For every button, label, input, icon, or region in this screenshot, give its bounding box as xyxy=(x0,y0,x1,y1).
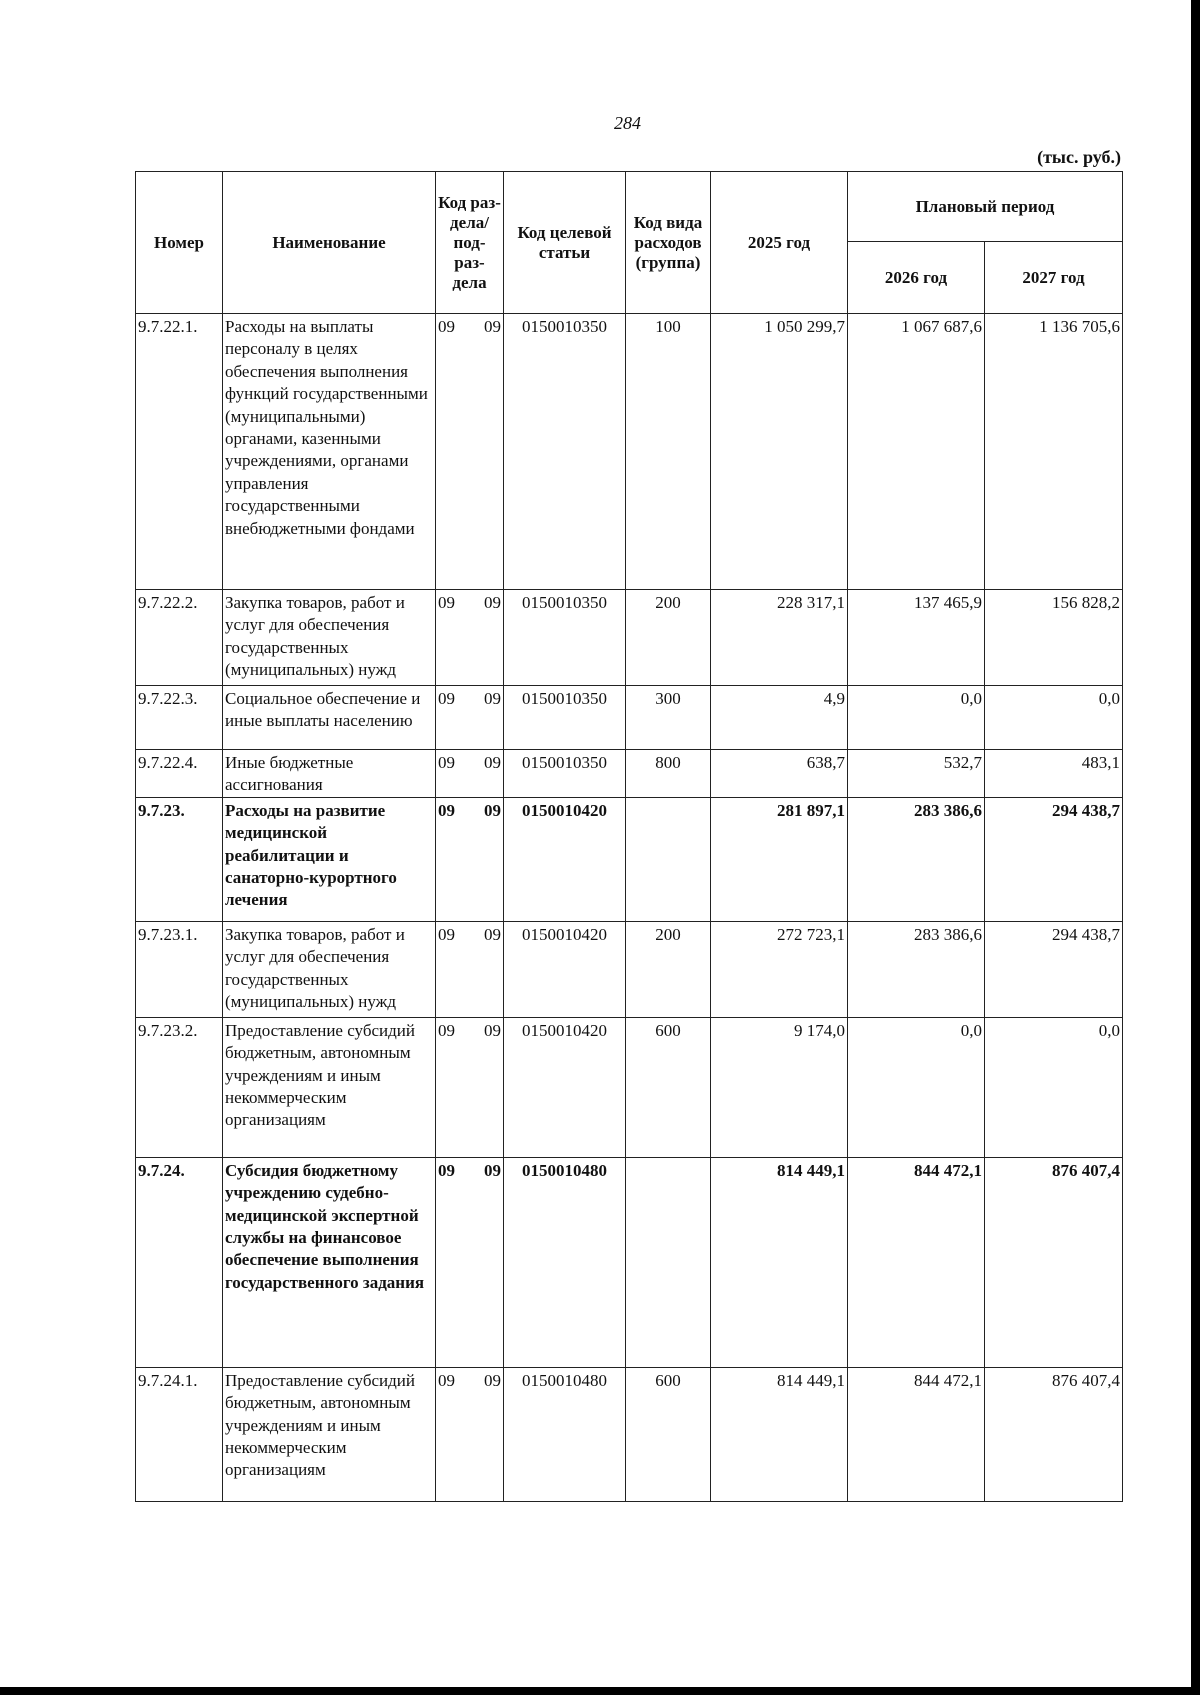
header-planned-period: Плановый период xyxy=(848,172,1123,242)
row-name: Закупка товаров, работ и услуг для обеспечения государственных (муниципальных) нужд xyxy=(223,590,436,686)
row-expense-type: 300 xyxy=(626,686,711,750)
row-name: Иные бюджетные ассигнования xyxy=(223,750,436,798)
row-razdel-code: 09 xyxy=(438,753,455,772)
scan-edge-bottom xyxy=(0,1687,1200,1695)
row-name: Предоставление субсидий бюджетным, автономным учреждениям и иным некоммерческим организациям xyxy=(223,1367,436,1501)
row-amount-2026: 0,0 xyxy=(848,686,985,750)
budget-table xyxy=(135,171,1123,1502)
row-amount-2025: 228 317,1 xyxy=(711,590,848,686)
row-target-article: 0150010350 xyxy=(504,750,626,798)
table-row xyxy=(136,797,1123,921)
row-podrazdel-code: 09 xyxy=(484,1160,501,1180)
row-amount-2027: 483,1 xyxy=(985,750,1123,798)
row-target-article: 0150010420 xyxy=(504,921,626,1017)
row-number: 9.7.24. xyxy=(136,1157,223,1367)
row-amount-2027: 156 828,2 xyxy=(985,590,1123,686)
row-podrazdel-code: 09 xyxy=(484,317,501,336)
row-razdel-code: 09 xyxy=(438,800,455,820)
row-razdel xyxy=(436,1157,504,1367)
units-label: (тыс. руб.) xyxy=(1037,147,1121,167)
row-amount-2026: 1 067 687,6 xyxy=(848,314,985,590)
row-podrazdel-code: 09 xyxy=(484,800,501,820)
row-amount-2027: 876 407,4 xyxy=(985,1157,1123,1367)
row-amount-2027: 0,0 xyxy=(985,686,1123,750)
row-razdel xyxy=(436,1017,504,1157)
row-amount-2025: 281 897,1 xyxy=(711,797,848,921)
row-expense-type: 200 xyxy=(626,921,711,1017)
header-number: Номер xyxy=(136,172,223,314)
row-amount-2026: 0,0 xyxy=(848,1017,985,1157)
row-amount-2025: 1 050 299,7 xyxy=(711,314,848,590)
row-podrazdel-code: 09 xyxy=(484,593,501,612)
row-razdel-code: 09 xyxy=(438,593,455,612)
header-year-2025: 2025 год xyxy=(711,172,848,314)
header-year-2027: 2027 год xyxy=(985,242,1123,314)
row-target-article: 0150010420 xyxy=(504,1017,626,1157)
row-number: 9.7.22.4. xyxy=(136,750,223,798)
page-number: 284 xyxy=(614,113,641,133)
row-amount-2027: 1 136 705,6 xyxy=(985,314,1123,590)
row-amount-2027: 0,0 xyxy=(985,1017,1123,1157)
row-number: 9.7.23.1. xyxy=(136,921,223,1017)
row-amount-2025: 4,9 xyxy=(711,686,848,750)
row-expense-type: 600 xyxy=(626,1017,711,1157)
row-target-article: 0150010480 xyxy=(504,1157,626,1367)
row-razdel-code: 09 xyxy=(438,689,455,708)
row-razdel xyxy=(436,314,504,590)
row-target-article: 0150010350 xyxy=(504,590,626,686)
row-podrazdel-code: 09 xyxy=(484,1370,501,1390)
row-name: Предоставление субсидий бюджетным, автономным учреждениям и иным некоммерческим организациям xyxy=(223,1017,436,1157)
row-podrazdel-code: 09 xyxy=(484,753,501,772)
row-razdel xyxy=(436,686,504,750)
table-row xyxy=(136,921,1123,1017)
row-amount-2025: 814 449,1 xyxy=(711,1367,848,1501)
row-razdel xyxy=(436,797,504,921)
row-amount-2027: 294 438,7 xyxy=(985,921,1123,1017)
row-amount-2026: 283 386,6 xyxy=(848,797,985,921)
row-name: Закупка товаров, работ и услуг для обеспечения государственных (муниципальных) нужд xyxy=(223,921,436,1017)
row-expense-type xyxy=(626,797,711,921)
row-amount-2026: 283 386,6 xyxy=(848,921,985,1017)
row-target-article: 0150010420 xyxy=(504,797,626,921)
row-number: 9.7.24.1. xyxy=(136,1367,223,1501)
row-podrazdel-code: 09 xyxy=(484,1020,501,1040)
row-number: 9.7.22.2. xyxy=(136,590,223,686)
row-number: 9.7.23. xyxy=(136,797,223,921)
row-name: Социальное обеспечение и иные выплаты населению xyxy=(223,686,436,750)
row-number: 9.7.22.3. xyxy=(136,686,223,750)
row-expense-type: 600 xyxy=(626,1367,711,1501)
row-amount-2027: 294 438,7 xyxy=(985,797,1123,921)
table-row xyxy=(136,750,1123,798)
row-name: Расходы на выплаты персоналу в целях обеспечения выполнения функций государственными (муниципальными) органами, казенными учреждениями, органами управления государственными внебюджетными фондами xyxy=(223,314,436,590)
table-row xyxy=(136,1367,1123,1501)
row-number: 9.7.23.2. xyxy=(136,1017,223,1157)
scan-edge-right xyxy=(1191,0,1200,1695)
header-year-2026: 2026 год xyxy=(848,242,985,314)
header-target-article: Код целевой статьи xyxy=(504,172,626,314)
row-amount-2026: 844 472,1 xyxy=(848,1157,985,1367)
row-razdel-code: 09 xyxy=(438,924,455,944)
row-target-article: 0150010480 xyxy=(504,1367,626,1501)
row-amount-2026: 137 465,9 xyxy=(848,590,985,686)
table-row xyxy=(136,1157,1123,1367)
row-amount-2027: 876 407,4 xyxy=(985,1367,1123,1501)
row-razdel xyxy=(436,590,504,686)
row-podrazdel-code: 09 xyxy=(484,924,501,944)
row-name: Субсидия бюджетному учреждению судебно-медицинской экспертной службы на финансовое обеспечение выполнения государственного задания xyxy=(223,1157,436,1367)
row-razdel xyxy=(436,750,504,798)
header-razdel: Код раз- дела/ под- раз- дела xyxy=(436,172,504,314)
row-target-article: 0150010350 xyxy=(504,314,626,590)
row-name: Расходы на развитие медицинской реабилитации и санаторно-курортного лечения xyxy=(223,797,436,921)
row-podrazdel-code: 09 xyxy=(484,689,501,708)
table-row xyxy=(136,686,1123,750)
row-razdel-code: 09 xyxy=(438,1160,455,1180)
table-row xyxy=(136,1017,1123,1157)
table-row xyxy=(136,314,1123,590)
row-amount-2026: 532,7 xyxy=(848,750,985,798)
row-razdel xyxy=(436,921,504,1017)
row-expense-type: 800 xyxy=(626,750,711,798)
row-amount-2025: 272 723,1 xyxy=(711,921,848,1017)
row-razdel xyxy=(436,1367,504,1501)
row-amount-2025: 814 449,1 xyxy=(711,1157,848,1367)
table-row xyxy=(136,590,1123,686)
header-name: Наименование xyxy=(223,172,436,314)
row-target-article: 0150010350 xyxy=(504,686,626,750)
row-razdel-code: 09 xyxy=(438,317,455,336)
row-razdel-code: 09 xyxy=(438,1020,455,1040)
row-expense-type: 100 xyxy=(626,314,711,590)
row-expense-type xyxy=(626,1157,711,1367)
row-expense-type: 200 xyxy=(626,590,711,686)
row-amount-2025: 9 174,0 xyxy=(711,1017,848,1157)
row-amount-2025: 638,7 xyxy=(711,750,848,798)
row-razdel-code: 09 xyxy=(438,1370,455,1390)
header-expense-type: Код вида расходов (группа) xyxy=(626,172,711,314)
row-number: 9.7.22.1. xyxy=(136,314,223,590)
row-amount-2026: 844 472,1 xyxy=(848,1367,985,1501)
